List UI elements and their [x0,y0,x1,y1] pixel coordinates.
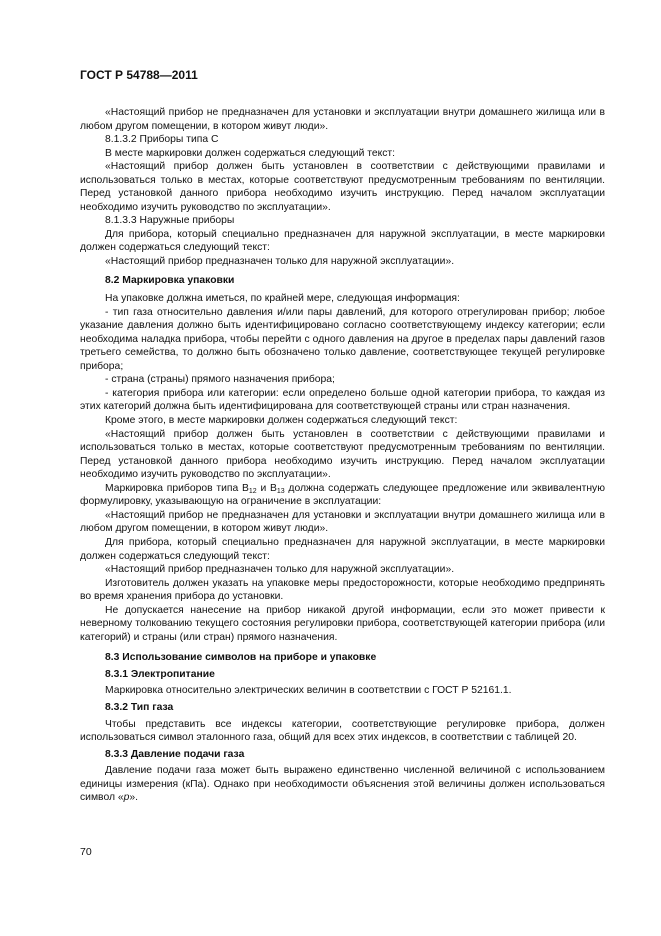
text-run: должна содержать следующее предложение или эквивалентную формулировку, указывающую на ограничение в эксплуатации: [80,482,605,508]
paragraph: «Настоящий прибор должен быть установлен в соответствии с действующими правилами и использоваться только в местах, которые соответствуют предусмотренным требованиям по вентиляции. Перед установкой данного прибора необходимо изучить инструкцию. Перед началом эксплуатации необходимо изучить руководство по эксплуатации». [80,428,605,481]
subsection-heading: 8.3.1 Электропитание [105,668,215,680]
list-item: - страна (страны) прямого назначения прибора; [105,374,335,386]
subsection-heading: 8.1.3.3 Наружные приборы [105,215,235,227]
subscript: 12 [248,487,257,495]
paragraph: Изготовитель должен указать на упаковке меры предосторожности, которые необходимо предпринять во время хранения прибора до установки. [80,577,605,603]
text-run: Маркировка приборов типа В [105,482,249,494]
paragraph [80,482,605,509]
paragraph: Не допускается нанесение на прибор никакой другой информации, если это может привести к неверному толкованию текущего состояния регулировки прибора, соответствующей категории прибора (или категорий) и страны (или стран) прямого назначения. [80,604,605,643]
page-number: 70 [80,846,92,858]
paragraph: «Настоящий прибор предназначен только для наружной эксплуатации». [105,564,455,576]
subsection-heading: 8.3.3 Давление подачи газа [105,748,245,760]
text-run: и В [256,482,277,494]
list-item: - тип газа относительно давления и/или пары давлений, для которого отрегулирован прибор; любое указание давления должно быть идентифицировано согласно соответствующему индексу категории; если необходима наладка прибора, чтобы перейти с одного давления на другое в пределах пары давлений газов третьего семейства, то должно быть обозначено только давление, соответствующее текущей регулировке прибора; [80,306,605,372]
paragraph: «Настоящий прибор предназначен только для наружной эксплуатации». [105,256,455,268]
subsection-heading: 8.3.2 Тип газа [105,701,174,713]
paragraph: На упаковке должна иметься, по крайней мере, следующая информация: [105,293,460,305]
text-run: ». [129,792,139,804]
text-run: Давление подачи газа может быть выражено единственно численной величиной с использованием единицы измерения (кПа). Однако при необходимости объяснения этой величины должен использоваться символ « [80,765,605,804]
paragraph: Маркировка относительно электрических величин в соответствии с ГОСТ Р 52161.1. [105,685,512,697]
document-body [80,96,605,805]
paragraph: Для прибора, который специально предназначен для наружной эксплуатации, в месте маркировки должен содержаться следующий текст: [80,228,605,254]
section-heading: 8.3 Использование символов на приборе и упаковке [105,652,377,664]
subsection-heading: 8.1.3.2 Приборы типа С [105,134,219,146]
list-item: - категория прибора или категории: если определено больше одной категории прибора, то каждая из этих категорий должна быть идентифицирована для соответствующей страны или стран назначения. [80,387,605,413]
subscript: 13 [276,487,285,495]
paragraph: «Настоящий прибор не предназначен для установки и эксплуатации внутри домашнего жилища или в любом другом помещении, в котором живут люди». [80,509,605,535]
document-header: ГОСТ Р 54788—2011 [80,68,198,82]
paragraph: Чтобы представить все индексы категории, соответствующие регулировке прибора, должен использоваться символ эталонного газа, общий для всех этих индексов, в соответствии с таблицей 20. [80,718,605,744]
paragraph: «Настоящий прибор должен быть установлен в соответствии с действующими правилами и использоваться только в местах, которые соответствуют предусмотренным требованиям по вентиляции. Перед установкой данного прибора необходимо изучить инструкцию. Перед началом эксплуатации необходимо изучить руководство по эксплуатации». [80,161,605,213]
paragraph [80,764,605,805]
paragraph: Кроме этого, в месте маркировки должен содержаться следующий текст: [105,415,458,427]
section-heading: 8.2 Маркировка упаковки [105,274,235,286]
paragraph: В месте маркировки должен содержаться следующий текст: [105,147,396,159]
symbol-p: p [123,792,130,804]
paragraph: «Настоящий прибор не предназначен для установки и эксплуатации внутри домашнего жилища или в любом другом помещении, в котором живут люди». [80,107,605,132]
paragraph: Для прибора, который специально предназначен для наружной эксплуатации, в месте маркировки должен содержаться следующий текст: [80,536,605,562]
